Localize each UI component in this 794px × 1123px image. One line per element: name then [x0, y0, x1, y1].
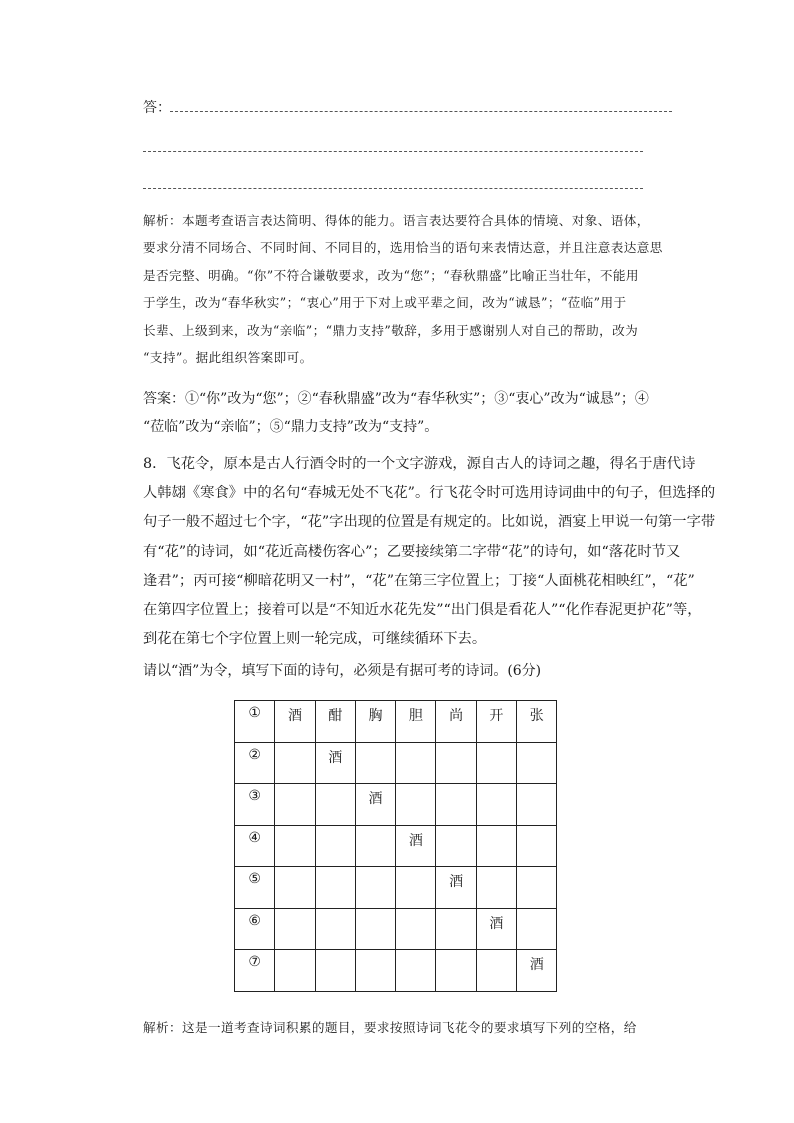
grid-cell-text: ② — [248, 746, 261, 763]
grid-cell[interactable] — [436, 950, 476, 992]
grid-cell[interactable] — [275, 950, 315, 992]
grid-cell-text: 酣 — [328, 708, 343, 724]
grid-cell[interactable] — [315, 867, 355, 909]
grid-cell-text — [436, 743, 475, 747]
grid-cell[interactable] — [396, 950, 436, 992]
question-line: 在第四字位置上；接着可以是“不知近水花先发”“出门俱是看花人”“化作春泥更护花”等， — [143, 602, 702, 619]
answer-line-2[interactable] — [143, 151, 643, 152]
explanation-line: “支持”。据此组织答案即可。 — [143, 350, 313, 366]
grid-cell-text — [356, 950, 395, 954]
grid-cell[interactable] — [355, 950, 395, 992]
explanation-line: 是否完整、明确。“你”不符合谦敬要求，改为“您”；“春秋鼎盛”比喻正当壮年，不能用 — [143, 267, 639, 283]
grid-cell-text — [396, 950, 435, 954]
grid-cell-text — [275, 867, 314, 871]
grid-cell-text: 酒 — [529, 957, 544, 973]
question-prompt: 请以“酒”为令，填写下面的诗句，必须是有据可考的诗词。(6分) — [143, 663, 542, 679]
grid-cell[interactable] — [517, 784, 557, 826]
grid-cell-text — [517, 743, 556, 747]
grid-cell[interactable] — [275, 908, 315, 950]
grid-cell-text — [436, 826, 475, 830]
grid-cell[interactable] — [476, 742, 516, 784]
grid-row — [235, 784, 557, 826]
grid-cell-text: ④ — [248, 829, 261, 846]
grid-cell-text: 酒 — [489, 915, 504, 932]
grid-cell-text — [517, 826, 556, 830]
grid-cell-text — [517, 784, 556, 788]
grid-cell[interactable] — [355, 742, 395, 784]
grid-cell — [476, 701, 516, 743]
grid-cell[interactable] — [517, 908, 557, 950]
grid-row — [235, 701, 557, 743]
grid-cell[interactable] — [476, 784, 516, 826]
grid-cell-text — [477, 784, 516, 788]
grid-row-number — [235, 908, 275, 950]
question-line: 有“花”的诗词，如“花近高楼伤客心”；乙要接续第二字带“花”的诗句，如“落花时节又 — [143, 543, 681, 560]
grid-cell-text: 酒 — [408, 832, 423, 849]
grid-cell-text — [275, 743, 314, 747]
grid-cell[interactable] — [275, 825, 315, 867]
grid-cell[interactable] — [315, 950, 355, 992]
grid-cell[interactable] — [275, 742, 315, 784]
grid-cell-text — [436, 950, 475, 954]
grid-cell[interactable] — [436, 825, 476, 867]
grid-cell-text: 开 — [489, 708, 504, 724]
grid-cell-text — [275, 826, 314, 830]
grid-cell[interactable] — [517, 742, 557, 784]
grid-cell[interactable] — [355, 908, 395, 950]
grid-row-number — [235, 701, 275, 743]
grid-cell-text — [356, 743, 395, 747]
grid-cell[interactable] — [315, 908, 355, 950]
grid-cell-text — [477, 743, 516, 747]
grid-cell-text — [436, 784, 475, 788]
grid-cell-text — [477, 826, 516, 830]
grid-cell[interactable] — [436, 742, 476, 784]
grid-cell-text: ⑦ — [248, 954, 261, 970]
grid-cell[interactable] — [355, 867, 395, 909]
grid-cell[interactable] — [517, 867, 557, 909]
grid-cell[interactable] — [476, 867, 516, 909]
poem-grid — [234, 700, 557, 992]
grid-cell — [275, 701, 315, 743]
grid-row-number — [235, 742, 275, 784]
grid-row — [235, 867, 557, 909]
grid-cell-text — [477, 950, 516, 954]
question-line: 8．飞花令，原本是古人行酒令时的一个文字游戏，源自古人的诗词之趣，得名于唐代诗 — [143, 456, 696, 472]
grid-cell — [436, 867, 476, 909]
grid-cell[interactable] — [315, 825, 355, 867]
grid-cell-text: 胸 — [368, 708, 383, 724]
grid-cell-text — [275, 950, 314, 954]
question-line: 到花在第七个字位置上则一轮完成，可继续循环下去。 — [143, 631, 487, 648]
grid-cell[interactable] — [275, 867, 315, 909]
grid-cell-text — [396, 784, 435, 788]
grid-cell-text — [316, 826, 355, 830]
explanation-line: 解析：本题考查语言表达简明、得体的能力。语言表达要符合具体的情境、对象、语体， — [143, 213, 650, 228]
grid-row-number — [235, 867, 275, 909]
answer-line: 答案：①“你”改为“您”；②“春秋鼎盛”改为“春华秋实”；③“衷心”改为“诚恳”；④ — [143, 391, 649, 407]
grid-cell — [436, 701, 476, 743]
grid-cell — [517, 950, 557, 992]
explanation-line: 要求分清不同场合、不同时间、不同目的，选用恰当的语句来表情达意，并且注意表达意思 — [143, 240, 663, 256]
grid-cell-text: 酒 — [287, 708, 302, 724]
grid-cell[interactable] — [436, 908, 476, 950]
grid-cell-text — [396, 743, 435, 747]
grid-cell[interactable] — [517, 825, 557, 867]
grid-cell-text: 尚 — [449, 708, 464, 724]
grid-cell[interactable] — [436, 784, 476, 826]
question-line: 句子一般不超过七个字，“花”字出现的位置是有规定的。比如说，酒宴上甲说一句第一字带 — [143, 514, 716, 531]
grid-row-number — [235, 784, 275, 826]
grid-cell — [355, 701, 395, 743]
grid-row — [235, 950, 557, 992]
grid-cell-text: 酒 — [449, 874, 464, 890]
grid-cell-text: ① — [248, 705, 261, 721]
grid-row — [235, 908, 557, 950]
grid-cell-text: 胆 — [408, 708, 423, 724]
grid-cell-text — [356, 909, 395, 913]
grid-cell-text — [316, 784, 355, 788]
grid-cell-text: ⑤ — [248, 871, 261, 887]
grid-cell — [396, 701, 436, 743]
grid-cell[interactable] — [396, 867, 436, 909]
grid-cell-text — [275, 909, 314, 913]
grid-cell — [355, 784, 395, 826]
grid-cell[interactable] — [315, 784, 355, 826]
grid-cell — [396, 825, 436, 867]
answer-label: 答： — [143, 100, 171, 116]
grid-cell-text — [316, 950, 355, 954]
grid-cell-text — [396, 909, 435, 913]
grid-cell-text — [316, 867, 355, 871]
grid-cell — [315, 701, 355, 743]
grid-cell-text — [316, 909, 355, 913]
grid-cell-text: 酒 — [328, 749, 343, 766]
grid-cell-text: 酒 — [368, 791, 383, 807]
grid-cell-text: ⑥ — [248, 912, 261, 929]
answer-block — [143, 385, 688, 441]
grid-cell[interactable] — [355, 825, 395, 867]
answer-line-3[interactable] — [143, 188, 643, 189]
grid-cell-text — [356, 826, 395, 830]
grid-cell-text: 张 — [529, 708, 544, 724]
grid-cell[interactable] — [275, 784, 315, 826]
explanation-line: 长辈、上级到来，改为“亲临”；“鼎力支持”敬辞，多用于感谢别人对自己的帮助，改为 — [143, 322, 639, 338]
grid-cell-text: ③ — [248, 788, 261, 804]
tail-explanation: 解析：这是一道考查诗词积累的题目，要求按照诗词飞花令的要求填写下列的空格，给 — [143, 1020, 637, 1035]
question-line: 逢君”；丙可接“柳暗花明又一村”，“花”在第三字位置上；丁接“人面桃花相映红”，“花” — [143, 572, 695, 589]
answer-line-1[interactable] — [170, 111, 672, 112]
explanation-block — [143, 207, 683, 371]
question-8 — [143, 450, 716, 654]
grid-cell[interactable] — [476, 825, 516, 867]
explanation-line: 于学生，改为“春华秋实”；“衷心”用于下对上或平辈之间，改为“诚恳”；“莅临”用于 — [143, 295, 627, 311]
grid-cell[interactable] — [476, 950, 516, 992]
question-line: 人韩翃《寒食》中的名句“春城无处不飞花”。行飞花令时可选用诗词曲中的句子，但选择的 — [143, 485, 716, 502]
grid-cell — [476, 908, 516, 950]
grid-cell-text — [477, 867, 516, 871]
grid-row-number — [235, 825, 275, 867]
grid-cell-text — [275, 784, 314, 788]
grid-cell — [517, 701, 557, 743]
grid-cell-text — [356, 867, 395, 871]
grid-cell-text — [517, 909, 556, 913]
grid-cell — [315, 742, 355, 784]
grid-cell[interactable] — [396, 784, 436, 826]
grid-cell[interactable] — [396, 908, 436, 950]
grid-row — [235, 825, 557, 867]
grid-cell-text — [436, 909, 475, 913]
grid-row-number — [235, 950, 275, 992]
grid-cell-text — [396, 867, 435, 871]
grid-row — [235, 742, 557, 784]
answer-line: “莅临”改为“亲临”；⑤“鼎力支持”改为“支持”。 — [143, 419, 439, 435]
grid-cell[interactable] — [396, 742, 436, 784]
grid-cell-text — [517, 867, 556, 871]
